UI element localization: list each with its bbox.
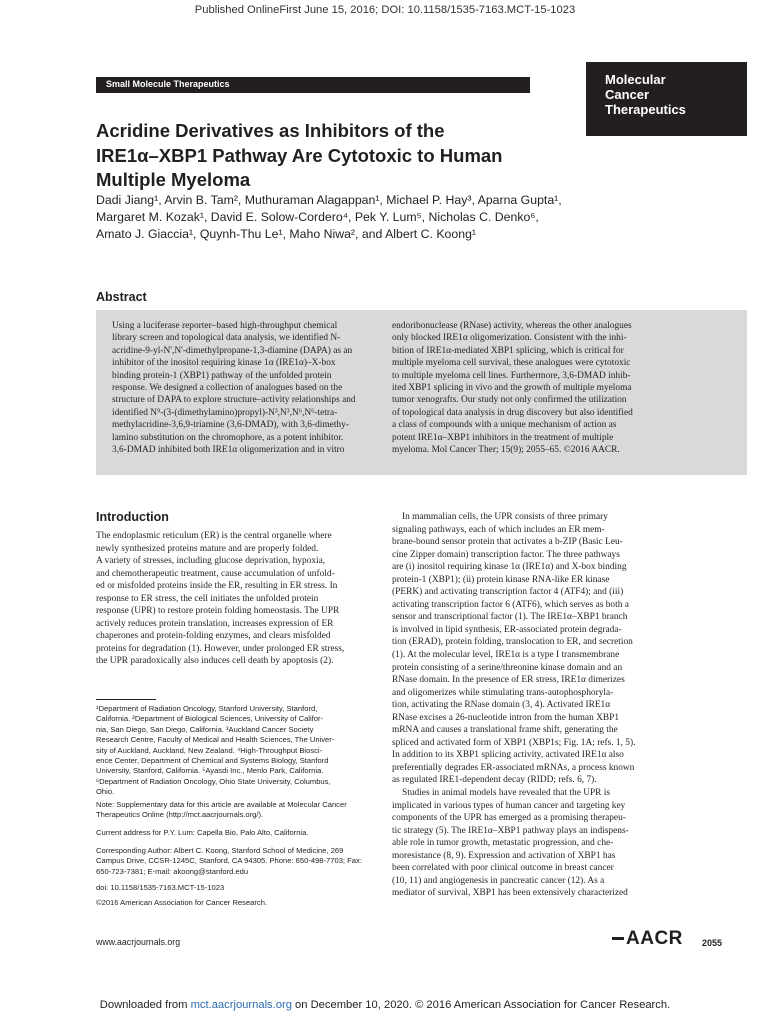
body-line: (PERK) and activating transcription factor 4 (ATF4); and (iii) (392, 587, 624, 598)
footnote-line: Therapeutics Online (http://mct.aacrjournals.org/). (96, 810, 264, 820)
body-line: RNase domain. In the presence of ER stress, IRE1α dimerizes (392, 675, 625, 686)
abstract-right-column (392, 320, 660, 456)
abstract-line: multiple myeloma cell survival, these analogues were cytotoxic (392, 358, 631, 369)
download-source-link[interactable]: mct.aacrjournals.org (190, 999, 292, 1011)
article-title (96, 119, 576, 193)
title-line: IRE1α–XBP1 Pathway Are Cytotoxic to Human (96, 144, 503, 166)
author-list (96, 192, 636, 243)
abstract-line: myeloma. Mol Cancer Ther; 15(9); 2055–65. ©2016 AACR. (392, 445, 620, 456)
body-line: Studies in animal models have revealed that the UPR is (402, 788, 611, 799)
body-line: mRNA and causes a translational frame shift, generating the (392, 725, 618, 736)
footnote-line: 650-723-7381; E-mail: akoong@stanford.edu (96, 866, 249, 876)
abstract-line: inhibitor of the inositol requiring kinase 1α (IRE1α)–X-box (112, 358, 336, 369)
abstract-line: lamino substitution on the chromophore, as a potent inhibitor. (112, 432, 344, 443)
body-line: response to ER stress, the cell initiates the unfolded protein (96, 593, 319, 604)
footnote-line: sity of Auckland, Auckland, New Zealand. ⁴High-Throughput Biosci- (96, 745, 323, 755)
doi-text: doi: 10.1158/1535-7163.MCT-15-1023 (96, 883, 225, 892)
body-line: implicated in various types of human cancer and targeting key (392, 800, 626, 811)
download-banner (0, 999, 770, 1011)
author-line: Dadi Jiang¹, Arvin B. Tam², Muthuraman Alagappan¹, Michael P. Hay³, Aparna Gupta¹, (96, 193, 562, 207)
footnote-line: University, Stanford, California. ⁵Ayasdi Inc., Menlo Park, California. (96, 766, 324, 776)
footnote-line: Corresponding Author: Albert C. Koong, Stanford School of Medicine, 269 (96, 846, 344, 855)
journal-url[interactable]: www.aacrjournals.org (96, 937, 181, 947)
body-line: protein-1 (XBP1); (ii) protein kinase RNA-like ER kinase (392, 574, 610, 585)
footnote-line: Ohio. (96, 787, 115, 797)
body-line: The endoplasmic reticulum (ER) is the central organelle where (96, 531, 332, 541)
abstract-line: structure of DAPA to explore structure–activity relationships and (112, 395, 356, 406)
author-line: Amato J. Giaccia¹, Quynh-Thu Le¹, Maho Niwa², and Albert C. Koong¹ (96, 227, 477, 241)
body-line: mediator of survival, XBP1 has been extensively characterized (392, 888, 628, 899)
author-line: Margaret M. Kozak¹, David E. Solow-Cordero⁴, Pek Y. Lum⁵, Nicholas C. Denko⁶, (96, 210, 539, 224)
footnote-line: ⁶Department of Radiation Oncology, Ohio State University, Columbus, (96, 776, 331, 786)
abstract-line: library screen and topological data analysis, we identified N- (112, 333, 341, 344)
abstract-line: 3,6-DMAD inhibited both IRE1α oligomerization and in vitro (112, 445, 345, 456)
aacr-logo (612, 928, 683, 950)
footnote-line: nia, San Diego, San Diego, California. ³Auckland Cancer Society (96, 724, 314, 734)
abstract-line: tumor xenografts. Our study not only confirmed the utilization (392, 395, 627, 406)
footnote-line: Current address for P.Y. Lum: Capella Bio, Palo Alto, California. (96, 828, 309, 837)
abstract-line: only blocked IRE1α oligomerization. Consistent with the inhi- (392, 333, 627, 344)
publication-banner: Published OnlineFirst June 15, 2016; DOI: 10.1158/1535-7163.MCT-15-1023 (194, 4, 576, 16)
body-line: signaling pathways, each of which includes an ER mem- (392, 524, 605, 535)
body-line: is involved in lipid synthesis, ER-associated protein degrada- (392, 624, 622, 635)
body-line: moresistance (8, 9). Expression and activation of XBP1 has (392, 850, 616, 861)
supplementary-note (96, 800, 384, 821)
affiliations-footnote (96, 704, 384, 798)
abstract-left-column (112, 320, 378, 456)
body-line: proteins for degradation (1). However, under prolonged ER stress, (96, 643, 345, 654)
footnote-line: Campus Drive, CCSR-1245C, Stanford, CA 94305. Phone: 650-498-7703; Fax: (96, 856, 362, 866)
journal-logo-box (586, 62, 747, 136)
abstract-line: to multiple myeloma cell lines. Furthermore, 3,6-DMAD inhib- (392, 370, 631, 381)
abstract-line: of topological data analysis in drug discovery but also identified (392, 407, 633, 418)
abstract-line: response. We designed a collection of analogues based on the (112, 383, 343, 394)
body-line: activating transcription factor 6 (ATF6), which serves as both a (392, 599, 629, 610)
body-line: preferentially degrades ER-associated mRNAs, a process known (392, 762, 635, 773)
abstract-line: Using a luciferase reporter–based high-throughput chemical (112, 321, 338, 331)
body-line: as regulated IRE1-dependent decay (RIDD; refs. 6, 7). (392, 775, 597, 786)
title-line: Multiple Myeloma (96, 169, 251, 190)
abstract-line: acridine-9-yl-N',N'-dimethylpropane-1,3-diamine (DAPA) as an (112, 345, 353, 356)
doi-note (96, 883, 384, 893)
body-line: (10, 11) and angiogenesis in pancreatic cancer (12). As a (392, 875, 605, 886)
body-line: spliced and activated form of XBP1 (XBP1s; Fig. 1A; refs. 1, 5). (392, 737, 636, 748)
abstract-heading: Abstract (96, 290, 147, 304)
abstract-line: a class of compounds with a unique mechanism of action as (392, 420, 617, 431)
footnote-line: ¹Department of Radiation Oncology, Stanford University, Stanford, (96, 704, 318, 713)
page-number: 2055 (702, 938, 723, 948)
body-line: components of the UPR has emerged as a promising therapeu- (392, 813, 626, 824)
abstract-line: binding protein-1 (XBP1) pathway of the unfolded protein (112, 370, 332, 381)
copyright-note (96, 898, 384, 908)
footnote-line: California. ²Department of Biological Sciences, University of Califor- (96, 714, 324, 724)
footnote-rule (96, 699, 156, 700)
body-line: the UPR paradoxically also induces cell death by apoptosis (2). (96, 656, 334, 667)
abstract-line: bition of IRE1α-mediated XBP1 splicing, which is critical for (392, 345, 624, 356)
body-line: sensor and transcriptional factor (1). The IRE1α–XBP1 branch (392, 612, 628, 623)
body-line: (1). At the molecular level, IRE1α is a type I transmembrane (392, 650, 620, 661)
current-address-note (96, 828, 384, 838)
abstract-line: identified N⁹-(3-(dimethylamino)propyl)-N³,N³,N⁶,N⁶-tetra- (112, 407, 338, 418)
body-line: able role in tumor growth, metastatic progression, and che- (392, 838, 614, 849)
body-line: brane-bound sensor protein that activates a b-ZIP (Basic Leu- (392, 537, 623, 548)
introduction-heading: Introduction (96, 510, 169, 524)
body-line: newly synthesized proteins mature and are properly folded. (96, 543, 319, 554)
body-line: response (UPR) to restore protein folding homeostasis. The UPR (96, 606, 340, 617)
introduction-left-column (96, 530, 384, 668)
body-line: chaperones and protein-folding enzymes, and clears misfolded (96, 631, 331, 642)
body-line: tion, activating the RNase domain (3, 4). Activated IRE1α (392, 700, 611, 711)
body-line: tic strategy (5). The IRE1α–XBP1 pathway plays an indispens- (392, 825, 629, 836)
copyright-text: ©2016 American Association for Cancer Research. (96, 898, 268, 907)
body-line: tion (ERAD), protein folding, translocation to ER, and secretion (392, 637, 633, 648)
footnote-line: Note: Supplementary data for this article are available at Molecular Cancer (96, 800, 347, 809)
abstract-line: endoribonuclease (RNase) activity, whereas the other analogues (392, 321, 632, 331)
abstract-line: ited XBP1 splicing in vivo and the growth of multiple myeloma (392, 383, 632, 394)
journal-name-line: Molecular (605, 72, 666, 87)
banner-suffix: on December 10, 2020. © 2016 American Association for Cancer Research. (291, 999, 671, 1011)
corresponding-author-note (96, 846, 384, 877)
footnote-line: ence Center, Department of Chemical and Systems Biology, Stanford (96, 756, 329, 766)
section-label: Small Molecule Therapeutics (106, 79, 230, 89)
body-line: RNase excises a 26-nucleotide intron from the human XBP1 (392, 712, 620, 723)
abstract-line: methylacridine-3,6,9-triamine (3,6-DMAD), with 3,6-dimethy- (112, 420, 349, 431)
journal-name-line: Therapeutics (605, 102, 686, 117)
logo-bar (612, 937, 624, 940)
body-line: and chemotherapeutic treatment, cause accumulation of unfold- (96, 568, 335, 579)
footnote-line: Research Centre, Faculty of Medical and Health Sciences, The Univer- (96, 735, 335, 745)
body-line: been correlated with poor clinical outcome in breast cancer (392, 863, 614, 874)
body-line: ed or misfolded proteins inside the ER, resulting in ER stress. In (96, 581, 338, 592)
banner-prefix: Downloaded from (99, 999, 191, 1011)
logo-text: AACR (626, 928, 683, 949)
abstract-line: potent IRE1α–XBP1 inhibitors in the treatment of multiple (392, 432, 614, 443)
body-line: are (i) inositol requiring kinase 1α (IRE1α) and X-box binding (392, 562, 627, 573)
body-line: protein consisting of a serine/threonine kinase domain and an (392, 662, 623, 673)
journal-name-line: Cancer (605, 87, 650, 102)
body-line: actively reduces protein translation, increases expression of ER (96, 618, 334, 629)
introduction-right-column (392, 511, 674, 900)
body-line: A variety of stresses, including glucose deprivation, hypoxia, (96, 556, 326, 567)
body-line: In addition to its XBP1 splicing activity, activated IRE1α also (392, 750, 624, 761)
body-line: cine Zipper domain) transcription factor. The three pathways (392, 549, 620, 560)
title-line: Acridine Derivatives as Inhibitors of the (96, 120, 445, 141)
body-line: and oligomerizes while stimulating trans-autophosphoryla- (392, 687, 614, 698)
body-line: In mammalian cells, the UPR consists of three primary (402, 512, 608, 522)
